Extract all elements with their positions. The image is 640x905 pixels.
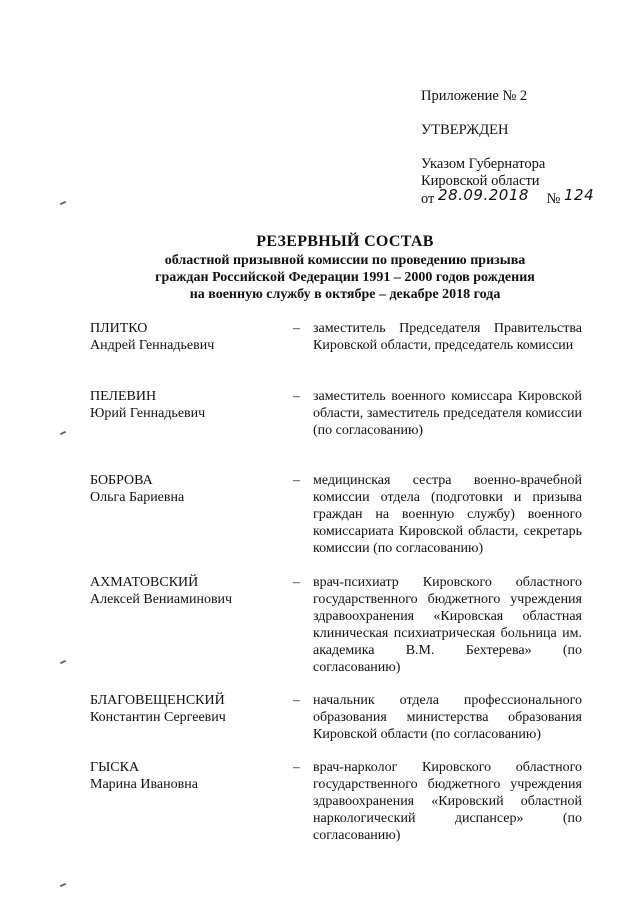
- member-given-name: Ольга Бариевна: [90, 490, 185, 505]
- member-surname: БЛАГОВЕЩЕНСКИЙ: [90, 693, 225, 708]
- member-given-name: Алексей Вениаминович: [90, 592, 233, 607]
- title-line-2: граждан Российской Федерации 1991 – 2000 годов рождения: [155, 270, 535, 285]
- scan-margin-mark: [60, 660, 66, 664]
- date-prefix: от: [421, 191, 435, 207]
- document-title: [90, 232, 600, 303]
- member-given-name: Юрий Геннадьевич: [90, 406, 206, 421]
- member-role: заместитель Председателя Правительства Кировской области, председатель комиссии: [313, 321, 582, 353]
- member-name: [90, 388, 280, 422]
- appendix-label: Приложение № 2: [421, 88, 528, 104]
- member-role: медицинская сестра военно-врачебной комиссии отдела (подготовки и призыва граждан на военную службу) военного комиссариата Кировской области, секретарь комиссии (по согласованию): [313, 473, 582, 556]
- handwritten-number: 124: [564, 186, 595, 204]
- dash-separator: –: [293, 389, 300, 404]
- member-role: начальник отдела профессионального образования министерства образования Кировской области (по согласованию): [313, 693, 582, 742]
- member-surname: БОБРОВА: [90, 473, 153, 488]
- member-name: [90, 320, 280, 354]
- member-role: заместитель военного комиссара Кировской области, заместитель председателя комиссии (по согласованию): [313, 389, 582, 438]
- approved-label: УТВЕРЖДЕН: [421, 122, 509, 138]
- scan-margin-mark: [60, 883, 66, 887]
- dash-separator: –: [293, 321, 300, 336]
- member-given-name: Андрей Геннадьевич: [90, 338, 215, 353]
- handwritten-date: 28.09.2018: [438, 186, 529, 204]
- decree-line-1: Указом Губернатора: [421, 156, 546, 172]
- member-given-name: Марина Ивановна: [90, 777, 198, 792]
- title-line-1: областной призывной комиссии по проведению призыва: [164, 253, 526, 268]
- member-role: врач-нарколог Кировского областного государственного бюджетного учреждения здравоохранения «Кировский областной наркологический диспансер» (по согласованию): [313, 760, 582, 843]
- member-surname: ПЕЛЕВИН: [90, 389, 157, 404]
- approval-block: [421, 88, 621, 208]
- title-line-3: на военную службу в октябре – декабре 2018 года: [189, 287, 501, 302]
- title-main: РЕЗЕРВНЫЙ СОСТАВ: [256, 233, 434, 250]
- number-label: №: [546, 191, 561, 207]
- member-name: [90, 692, 280, 726]
- dash-separator: –: [293, 760, 300, 775]
- dash-separator: –: [293, 575, 300, 590]
- member-name: [90, 759, 280, 793]
- scan-margin-mark: [60, 431, 66, 435]
- decree-line-2: Кировской области: [421, 173, 540, 189]
- member-given-name: Константин Сергеевич: [90, 710, 226, 725]
- decree-date-line: [421, 186, 621, 208]
- member-name: [90, 574, 280, 608]
- member-surname: ПЛИТКО: [90, 321, 148, 336]
- dash-separator: –: [293, 693, 300, 708]
- scan-margin-mark: [60, 201, 66, 205]
- member-role: врач-психиатр Кировского областного государственного бюджетного учреждения здравоохранения «Кировская областная клиническая психиатрическая больница им. академика В.М. Бехтерева» (по согласованию): [313, 575, 582, 675]
- member-surname: ГЫСКА: [90, 760, 140, 775]
- member-name: [90, 472, 280, 506]
- member-surname: АХМАТОВСКИЙ: [90, 575, 199, 590]
- dash-separator: –: [293, 473, 300, 488]
